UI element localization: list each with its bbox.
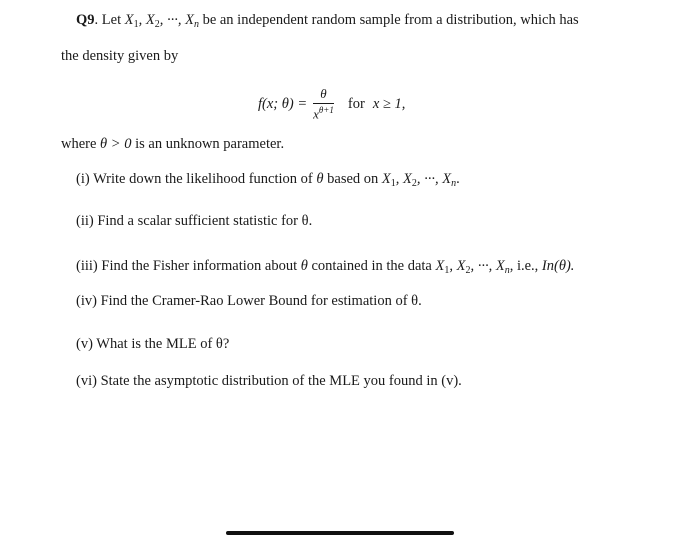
- part-iii-sample: $X_1$, $X_2$, ···, $X_n$: [435, 258, 510, 276]
- fraction-numerator: θ: [320, 86, 327, 101]
- part-iii-label: (iii): [76, 258, 98, 274]
- part-iv: [76, 293, 422, 310]
- part-i-sample: $X_1$, $X_2$, ···, $X_n$: [381, 171, 457, 189]
- fraction-denominator: $x^{\theta+1}$: [313, 105, 334, 122]
- part-ii-text: Find a scalar sufficient statistic for θ.: [97, 213, 313, 229]
- condition-math: x ≥ 1,: [372, 95, 406, 112]
- equation-lhs: f(x; θ) =: [258, 95, 308, 112]
- part-vi-text: State the asymptotic distribution of the MLE you found in (v).: [100, 373, 462, 389]
- where-text-a: where: [61, 136, 101, 152]
- part-iii-fisher: In(θ).: [541, 258, 575, 274]
- part-iii-text-a: Find the Fisher information about: [101, 258, 301, 274]
- part-iii: [76, 258, 574, 276]
- part-ii-label: (ii): [76, 213, 94, 229]
- condition-word: for: [347, 95, 365, 112]
- part-i-text-b: based on: [323, 171, 382, 187]
- intro-line2-text: the density given by: [61, 48, 179, 64]
- part-ii: [76, 213, 312, 230]
- theta-condition: θ > 0: [100, 136, 132, 152]
- part-v: [76, 336, 229, 353]
- part-v-label: (v): [76, 336, 93, 352]
- part-i: [76, 171, 460, 189]
- part-vi: [76, 373, 462, 390]
- question-label: Q9: [76, 12, 95, 28]
- part-i-label: (i): [76, 171, 90, 187]
- intro-text-a: . Let: [94, 12, 125, 28]
- density-equation: [258, 86, 405, 122]
- sample-sequence: $X_1$, $X_2$, ···, $X_n$: [124, 12, 199, 30]
- part-iii-theta: θ: [300, 258, 308, 274]
- part-iv-text: Find the Cramer-Rao Lower Bound for estimation of θ.: [100, 293, 422, 309]
- part-iii-text-c: , i.e.,: [509, 258, 542, 274]
- where-line: [61, 136, 284, 153]
- where-text-b: is an unknown parameter.: [131, 136, 285, 152]
- part-i-text-c: .: [456, 171, 460, 187]
- intro-text-b: be an independent random sample from a distribution, which has: [198, 12, 579, 28]
- question-intro-line2: [61, 48, 178, 65]
- equation-fraction: [313, 86, 334, 122]
- part-vi-label: (vi): [76, 373, 97, 389]
- question-intro-line1: [76, 12, 579, 30]
- part-iv-label: (iv): [76, 293, 97, 309]
- part-v-text: What is the MLE of θ?: [96, 336, 230, 352]
- part-iii-text-b: contained in the data: [307, 258, 436, 274]
- home-indicator[interactable]: [226, 531, 454, 535]
- part-i-text-a: Write down the likelihood function of: [93, 171, 317, 187]
- part-i-theta: θ: [316, 171, 324, 187]
